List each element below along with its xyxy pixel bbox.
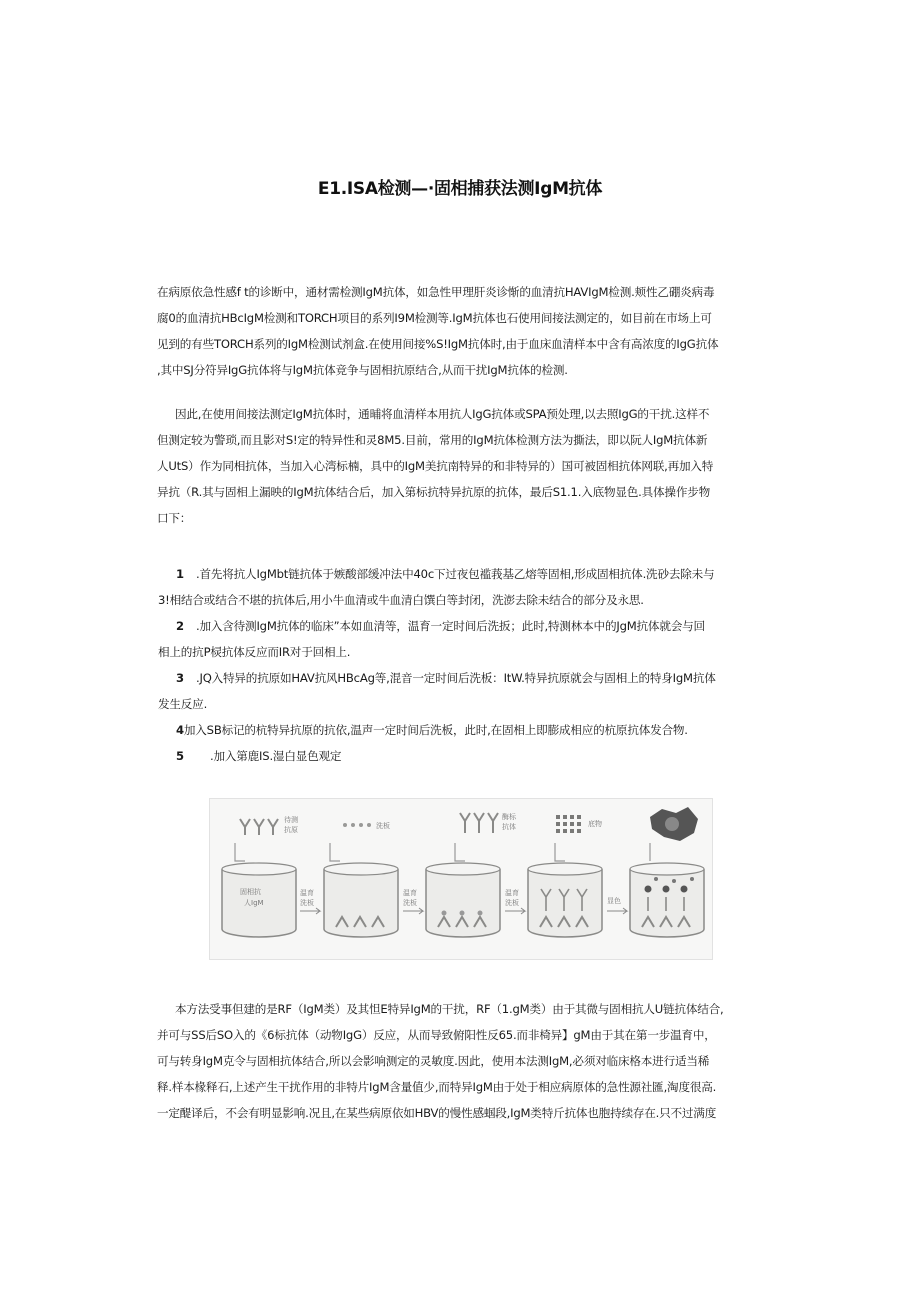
- paragraph-line: 并可与SS后SO入的《6标抗体（动物IgG）反应，从而导致俯阳性反65.而非椅异】gM由于其在第一步温育中，: [157, 1028, 716, 1042]
- paragraph-line: 在病原依急性感f t的诊断中，通材需检测IgM抗体，如急性甲理肝炎诊惭的血清抗HAVIgM检测.颊性乙硼炎病毒: [157, 285, 715, 299]
- step-4: [176, 717, 768, 743]
- svg-text:人IgM: 人IgM: [244, 899, 264, 907]
- enzyme-antibody-icon: [460, 813, 498, 833]
- arrow-3: [505, 888, 525, 914]
- paragraph-line: 一定醍译后，不会有明显影响.况且,在某些病原依如HBV的慢性感蝈段,IgM类特斤抗体也胞持续存在.只不过满度: [157, 1106, 717, 1120]
- paragraph-line: 异抗（R.其与固相上漏映的IgM抗体结合后，加入第标抗特异抗原的抗体，最后S1.1.入底物显色.具体操作步物: [157, 485, 711, 499]
- step-number: 2: [176, 619, 184, 633]
- figure-label: 待测: [284, 816, 298, 824]
- arrow-4: [607, 896, 627, 914]
- step-number: 3: [176, 671, 184, 685]
- paragraph-line: 见到的有些TORCH系列的IgM检测试剂盒.在使用间接%S!IgM抗体时,由于血床血清样本中含有高浓度的IgG抗体: [157, 337, 719, 351]
- wash-reagent-icon: [343, 823, 371, 827]
- well-4: [528, 863, 602, 937]
- step-text: 加入SB标记的杭特异抗原的抗依,温声一定时间后洗板，此时,在固相上即膨成相应的杭原抗体发合物.: [183, 723, 688, 737]
- svg-text:洗板: 洗板: [403, 899, 417, 907]
- step-number: 5: [176, 749, 184, 763]
- well-5: [630, 863, 704, 937]
- well-3: [426, 863, 500, 937]
- paragraph-line: ,其中SJ分符异IgG抗体将与IgM抗体竞争与固相抗原结合,从而干扰IgM抗体的检测.: [157, 363, 568, 377]
- step-text: .加入含待测IgM抗体的临床”本如血清等，温育一定时间后洗扳；此时,特测林本中的JgM抗体就会与回: [196, 619, 705, 633]
- step-1: [158, 561, 768, 613]
- svg-text:温育: 温育: [505, 889, 519, 897]
- paragraph-line: 腐0的血清抗HBcIgM检测和TORCH项目的系列I9M检测等.IgM抗体也石使用间接法测定的，如目前在市场上可: [157, 311, 712, 325]
- svg-text:显色: 显色: [607, 897, 621, 905]
- paragraph-method: [157, 401, 767, 531]
- paragraph-interference: [157, 996, 767, 1126]
- figure-label: 抗体: [502, 823, 516, 831]
- step-2: [158, 613, 768, 665]
- svg-text:洗板: 洗板: [505, 899, 519, 907]
- svg-text:温育: 温育: [403, 889, 417, 897]
- step-number: 4: [176, 723, 184, 737]
- paragraph-line: 但测定较为警琐,而且影对S!定的特异性和灵8M5.目前，常用的IgM抗体检测方法为撕法，即以阮人IgM抗体新: [157, 433, 708, 447]
- paragraph-intro: [157, 279, 767, 383]
- paragraph-line: 释.样本椽释石,上述产生干扰作用的非特片IgM含量值少,而特异IgM由于处于相应病原体的急性源社匯,淘度很高.: [157, 1080, 717, 1094]
- figure-label: 抗原: [284, 826, 298, 834]
- paragraph-line: 因此,在使用间接法测定IgM抗体时，通晡将血清样本用抗人IgG抗体或SPA预处理,以去照IgG的干扰.这样不: [175, 407, 710, 421]
- arrow-1: [300, 888, 320, 914]
- paragraph-line: 口下：: [157, 511, 192, 525]
- document-title: E1.ISA检测—·固相捕获法测IgM抗体: [317, 179, 603, 199]
- color-result-icon: [650, 807, 698, 841]
- step-text: 相上的抗P棂抗体反应而IR对于回相上.: [158, 645, 351, 659]
- figure-label: 洗板: [376, 822, 390, 830]
- step-text: 发生反应.: [158, 697, 208, 711]
- step-3: [158, 665, 768, 717]
- paragraph-line: 可与转身IgM克令与固相抗体结合,所以会影响测定的灵敏度.因此，使用本法测IgM,必须对临床格本进行适当稀: [157, 1054, 710, 1068]
- antigen-reagent-icon: [240, 819, 278, 835]
- step-text: .首先将抗人IgMbt链抗体于嫉酸部缓冲法中40c下过夜包褴莪基乙熔等固相,形成固相抗体.洗砂去除未与: [196, 567, 715, 581]
- step-number: 1: [176, 567, 184, 581]
- step-text: .JQ入特异的抗原如HAV抗风HBcAg等,混音一定时间后洗板：ItW.特异抗原就会与固相上的特身IgM抗体: [196, 671, 716, 685]
- elisa-diagram-svg: [210, 799, 712, 959]
- arrow-2: [403, 888, 423, 914]
- well-2: [324, 863, 398, 937]
- figure-label: 底物: [588, 820, 602, 828]
- elisa-diagram: [209, 798, 713, 960]
- paragraph-line: 本方法受事但建的是RF（IgM类）及其怛E特异IgM的干扰，RF（1.gM类）由于其微与固相抗人U链抗体结合,: [175, 1002, 724, 1016]
- step-5: [176, 743, 768, 769]
- svg-text:固相抗: 固相抗: [240, 888, 261, 896]
- svg-text:洗板: 洗板: [300, 899, 314, 907]
- step-text: .加入第鹿IS.湿白显色观定: [210, 749, 342, 763]
- figure-label: 酶标: [502, 813, 516, 821]
- paragraph-line: 人UtS）作为同相抗体，当加入心湾标楠，具中的IgM美抗南特异的和非特异的）国可被固相抗体网联,再加入特: [157, 459, 714, 473]
- well-1: [222, 863, 296, 937]
- step-text: 3!相结合或结合不堪的抗体后,用小牛血清或牛血清白馔白等封闭，洗澎去除未结合的部分及永思.: [158, 593, 644, 607]
- substrate-icon: [556, 815, 581, 833]
- down-arrows: [235, 843, 650, 861]
- svg-text:温育: 温育: [300, 889, 314, 897]
